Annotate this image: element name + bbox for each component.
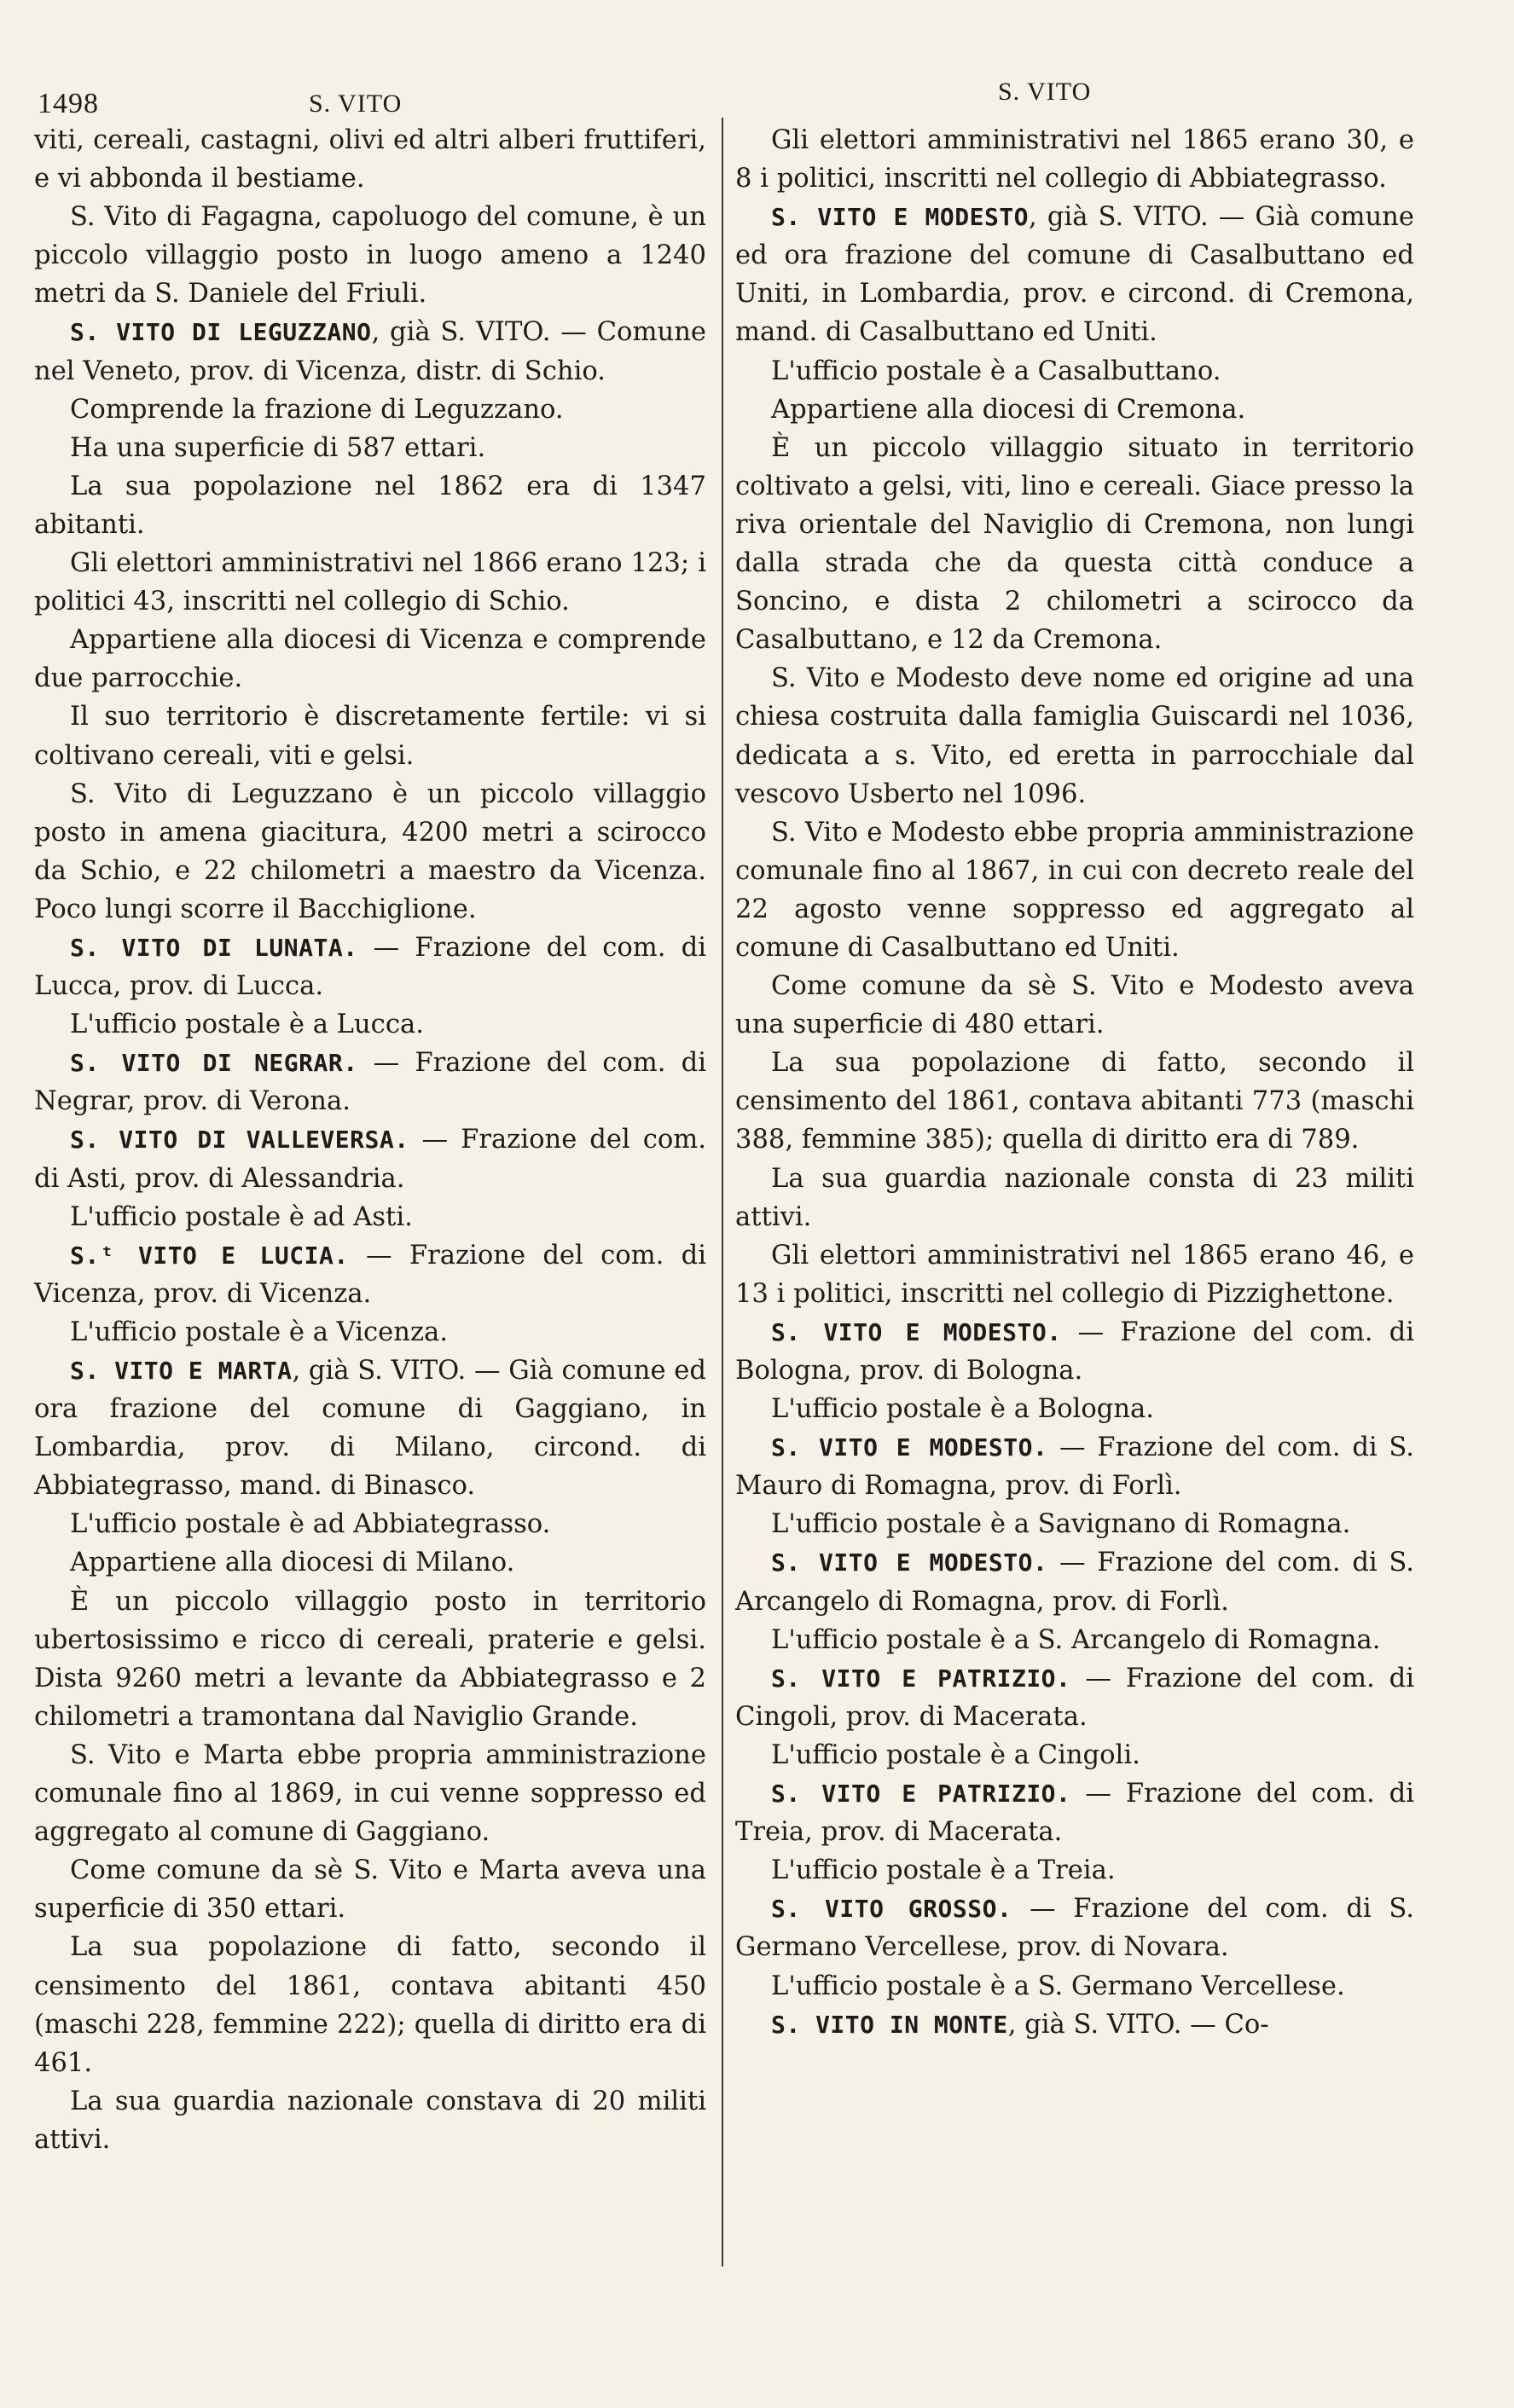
paragraph: La sua guardia nazionale consta di 23 militi attivi.: [735, 1163, 1414, 1232]
entry-text: — Frazione del com. di S. Mauro di Romagna, prov. di Forlì.: [735, 1433, 1414, 1502]
paragraph: Come comune da sè S. Vito e Modesto aveva una superficie di 480 ettari.: [735, 971, 1414, 1040]
paragraph: S. Vito e Modesto deve nome ed origine ad una chiesa costruita dalla famiglia Guiscardi nel 1036, dedicata a s. Vito, ed eretta in parrocchiale dal vescovo Usberto nel 1096.: [735, 663, 1414, 809]
paragraph: L'ufficio postale è a Bologna.: [771, 1394, 1155, 1425]
entry-text: , già S. VITO. — Già comune ed ora frazione del comune di Casalbuttano ed Uniti, in Lombardia, prov. e circond. di Cremona, mand. di Casalbuttano ed Uniti.: [735, 202, 1414, 348]
paragraph: L'ufficio postale è ad Asti.: [70, 1201, 413, 1232]
gazetteer-entry: [735, 1890, 1414, 1966]
entry-headword: S.ᵗ VITO E LUCIA.: [70, 1241, 349, 1270]
paragraph: L'ufficio postale è a Treia.: [771, 1855, 1116, 1886]
paragraph: Appartiene alla diocesi di Vicenza e comprende due parrocchie.: [34, 625, 706, 694]
paragraph: Il suo territorio è discretamente fertile: vi si coltivano cereali, viti e gelsi.: [34, 702, 706, 771]
gazetteer-entry: [34, 1044, 706, 1120]
page-number: 1498: [38, 88, 99, 119]
paragraph: Comprende la frazione di Leguzzano.: [70, 394, 564, 425]
paragraph: Appartiene alla diocesi di Cremona.: [771, 394, 1246, 425]
gazetteer-entry: [34, 1120, 706, 1197]
entry-headword: S. VITO DI LEGUZZANO: [70, 318, 372, 347]
paragraph: L'ufficio postale è a Vicenza.: [70, 1317, 449, 1347]
left-column: [34, 121, 706, 2159]
entry-headword: S. VITO E MARTA: [70, 1357, 293, 1385]
entry-text: , già S. VITO. — Comune nel Veneto, prov. di Vicenza, distr. di Schio.: [34, 317, 706, 386]
running-head-left: S. VITO: [309, 90, 403, 118]
right-column: [735, 121, 1414, 2044]
paragraph: Gli elettori amministrativi nel 1865 erano 46, e 13 i politici, inscritti nel collegio di Pizzighettone.: [735, 1240, 1414, 1309]
entry-text: — Frazione del com. di Asti, prov. di Alessandria.: [34, 1125, 706, 1194]
paragraph: S. Vito e Modesto ebbe propria amministrazione comunale fino al 1867, in cui con decreto reale del 22 agosto venne soppresso ed aggregato al comune di Casalbuttano ed Uniti.: [735, 817, 1414, 963]
entry-text: — Frazione del com. di Treia, prov. di Macerata.: [735, 1779, 1414, 1848]
paragraph: Ha una superficie di 587 ettari.: [70, 432, 486, 463]
column-divider: [722, 118, 723, 2266]
gazetteer-entry: [735, 1428, 1414, 1505]
gazetteer-entry: [735, 1313, 1414, 1390]
paragraph: La sua guardia nazionale constava di 20 militi attivi.: [34, 2086, 706, 2155]
entry-headword: S. VITO GROSSO.: [771, 1895, 1012, 1924]
gazetteer-entry: [34, 1236, 706, 1313]
paragraph: S. Vito di Fagagna, capoluogo del comune, è un piccolo villaggio posto in luogo ameno a 1240 metri da S. Daniele del Friuli.: [34, 202, 706, 310]
paragraph: Gli elettori amministrativi nel 1865 erano 30, e 8 i politici, inscritti nel collegio di Abbiategrasso.: [735, 125, 1414, 194]
paragraph: L'ufficio postale è a S. Germano Vercellese.: [771, 1971, 1345, 2001]
paragraph: S. Vito e Marta ebbe propria amministrazione comunale fino al 1869, in cui venne soppresso ed aggregato al comune di Gaggiano.: [34, 1739, 706, 1848]
entry-text: — Frazione del com. di Lucca, prov. di Lucca.: [34, 932, 706, 1002]
paragraph: Appartiene alla diocesi di Milano.: [70, 1548, 515, 1578]
paragraph: È un piccolo villaggio situato in territorio coltivato a gelsi, viti, lino e cereali. Giace presso la riva orientale del Naviglio di Cremona, non lungi dalla strada che da questa città conduce a Soncino, e dista 2 chilometri a scirocco da Casalbuttano, e 12 da Cremona.: [735, 432, 1414, 656]
entry-text: — Frazione del com. di Bologna, prov. di Bologna.: [735, 1317, 1414, 1386]
entry-headword: S. VITO IN MONTE: [771, 2010, 1008, 2039]
entry-headword: S. VITO E MODESTO.: [771, 1548, 1048, 1577]
paragraph: Come comune da sè S. Vito e Marta aveva una superficie di 350 ettari.: [34, 1855, 706, 1925]
entry-text: — Frazione del com. di Negrar, prov. di Verona.: [34, 1048, 706, 1117]
running-head-right: S. VITO: [998, 78, 1092, 106]
paragraph: È un piccolo villaggio posto in territorio ubertosissimo e ricco di cereali, praterie e gelsi. Dista 9260 metri a levante da Abbiategrasso e 2 chilometri a tramontana dal Naviglio Grande.: [34, 1586, 706, 1732]
gazetteer-entry: [34, 929, 706, 1005]
entry-text: — Frazione del com. di S. Arcangelo di Romagna, prov. di Forlì.: [735, 1548, 1414, 1617]
paragraph: S. Vito di Leguzzano è un piccolo villaggio posto in amena giacitura, 4200 metri a scirocco da Schio, e 22 chilometri a maestro da Vicenza. Poco lungi scorre il Bacchiglione.: [34, 779, 706, 924]
paragraph: L'ufficio postale è a Savignano di Romagna.: [771, 1509, 1351, 1540]
entry-headword: S. VITO DI NEGRAR.: [70, 1049, 358, 1078]
paragraph: La sua popolazione nel 1862 era di 1347 abitanti.: [34, 471, 706, 540]
paragraph: L'ufficio postale è a Lucca.: [70, 1010, 424, 1040]
gazetteer-entry: [735, 2006, 1414, 2044]
entry-text: , già S. VITO. — Già comune ed ora frazione del comune di Gaggiano, in Lombardia, prov. di Milano, circond. di Abbiategrasso, mand. di Binasco.: [34, 1356, 707, 1502]
entry-headword: S. VITO DI VALLEVERSA.: [70, 1126, 409, 1155]
paragraph: L'ufficio postale è a S. Arcangelo di Romagna.: [771, 1624, 1381, 1655]
gazetteer-entry: [34, 1352, 706, 1505]
gazetteer-entry: [735, 1659, 1414, 1736]
gazetteer-entry: [34, 313, 706, 390]
gazetteer-entry: [735, 198, 1414, 351]
entry-headword: S. VITO E MODESTO.: [771, 1317, 1062, 1346]
paragraph: viti, cereali, castagni, olivi ed altri alberi fruttiferi, e vi abbonda il bestiame.: [34, 125, 706, 194]
paragraph: La sua popolazione di fatto, secondo il censimento del 1861, contava abitanti 773 (maschi 388, femmine 385); quella di diritto era di 789.: [735, 1048, 1414, 1155]
gazetteer-entry: [735, 1774, 1414, 1851]
paragraph: L'ufficio postale è a Cingoli.: [771, 1739, 1140, 1770]
gazetteer-entry: [735, 1543, 1414, 1620]
entry-headword: S. VITO E MODESTO.: [771, 1433, 1048, 1462]
entry-headword: S. VITO E MODESTO: [771, 203, 1030, 232]
paragraph: La sua popolazione di fatto, secondo il censimento del 1861, contava abitanti 450 (maschi 228, femmine 222); quella di diritto era di 461.: [34, 1932, 706, 2078]
entry-headword: S. VITO E PATRIZIO.: [771, 1664, 1071, 1693]
entry-text: — Frazione del com. di Cingoli, prov. di Macerata.: [735, 1663, 1414, 1732]
entry-headword: S. VITO E PATRIZIO.: [771, 1780, 1071, 1809]
entry-text: — Frazione del com. di Vicenza, prov. di Vicenza.: [34, 1240, 707, 1309]
paragraph: L'ufficio postale è a Casalbuttano.: [771, 356, 1221, 386]
paragraph: Gli elettori amministrativi nel 1866 erano 123; i politici 43, inscritti nel collegio di Schio.: [34, 548, 706, 617]
entry-headword: S. VITO DI LUNATA.: [70, 933, 358, 962]
entry-text: , già S. VITO. — Co-: [1007, 2009, 1269, 2040]
entry-text: — Frazione del com. di S. Germano Vercellese, prov. di Novara.: [735, 1894, 1414, 1963]
paragraph: L'ufficio postale è ad Abbiategrasso.: [70, 1509, 551, 1540]
